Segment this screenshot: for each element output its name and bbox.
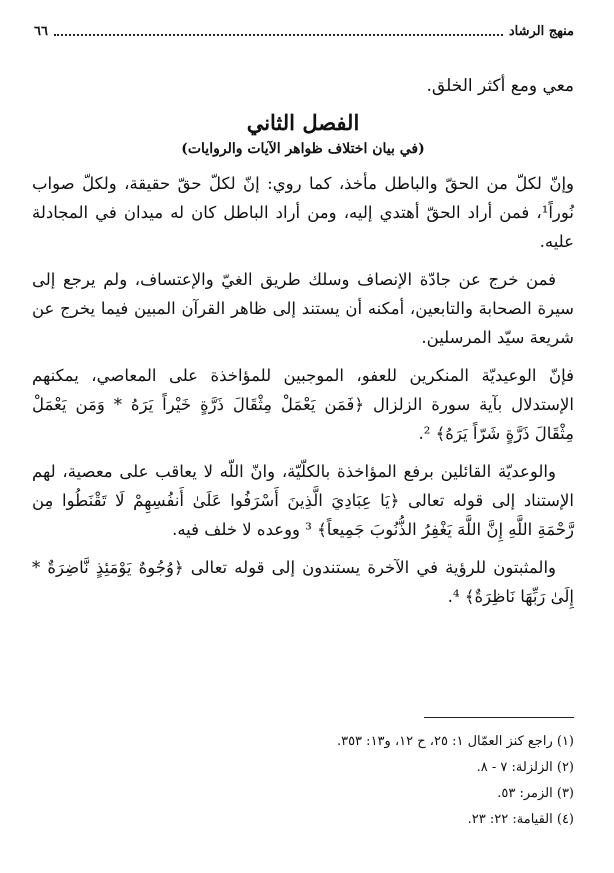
- footnote: (٤) القيامة: ٢٢: ٢٣.: [467, 812, 574, 827]
- footnote: (٢) الزلزلة: ٧ - ٨.: [476, 760, 574, 775]
- paragraph: وإنّ لكلّ من الحقّ والباطل مأخذ، كما روي: إنّ لكلّ حقّ حقيقة، ولكلّ صواب نُوراً¹، فمن أراد الحقّ أهتدي إليه، ومن أراد الباطل كان له ميدان في المجادلة عليه.: [32, 174, 574, 251]
- paragraph: والمثبتون للرؤية في الآخرة يستندون إلى قوله تعالى ﴿وُجُوهٌ يَوْمَئِذٍ نَّاضِرَةٌ * إِلَىٰ رَبِّهَا نَاظِرَةٌ﴾ ⁴.: [32, 558, 574, 606]
- paragraph: فمن خرج عن جادّة الإنصاف وسلك طريق الغيّ والإعتساف، ولم يرجع إلى سيرة الصحابة والتابعين، أمكنه أن يستند إلى ظاهر القرآن المبين فيما يخرج عن شريعة سيّد المرسلين.: [32, 270, 574, 347]
- chapter-title: الفصل الثاني: [246, 110, 360, 135]
- running-title: منهج الرشاد: [508, 23, 574, 39]
- main-text: [32, 74, 574, 620]
- paragraph: والوعديّة القائلين برفع المؤاخذة بالكلّيّة، وانّ اللّه لا يعاقب على معصية، لهم الإستناد إلى قوله تعالى ﴿يَا عِبَادِيَ الَّذِينَ أَسْرَفُوا عَلَىٰ أَنفُسِهِمْ لَا تَقْنَطُوا مِن رَّحْمَةِ اللَّهِ إِنَّ اللَّهَ يَغْفِرُ الذُّنُوبَ جَمِيعاً﴾ ³ ووعده لا خلف فيه.: [32, 462, 574, 539]
- chapter-subtitle: (في بيان اختلاف ظواهر الآيات والروايات): [181, 141, 425, 157]
- paragraph: فإنّ الوعيديّة المنكرين للعفو، الموجبين للمؤاخذة على المعاصي، يمكنهم الإستدلال بآية سورة الزلزال ﴿فَمَن يَعْمَلْ مِثْقَالَ ذَرَّةٍ خَيْراً يَرَهُ * وَمَن يَعْمَلْ مِثْقَالَ ذَرَّةٍ شَرّاً يَرَهُ﴾ ².: [32, 366, 574, 443]
- footnote-separator: [424, 717, 574, 718]
- footnote: (٣) الزمر: ٥٣.: [497, 786, 574, 801]
- opening-line: معي ومع أكثر الخلق.: [426, 76, 574, 96]
- page-header: [34, 20, 574, 42]
- header-dotted-leader: [54, 26, 503, 36]
- footnote: (١) راجع كنز العمّال ١: ٢٥، ح ١٢، و١٣: ٣٥٣.: [336, 734, 574, 749]
- footnotes: [120, 729, 574, 833]
- page-number: ٦٦: [34, 23, 48, 39]
